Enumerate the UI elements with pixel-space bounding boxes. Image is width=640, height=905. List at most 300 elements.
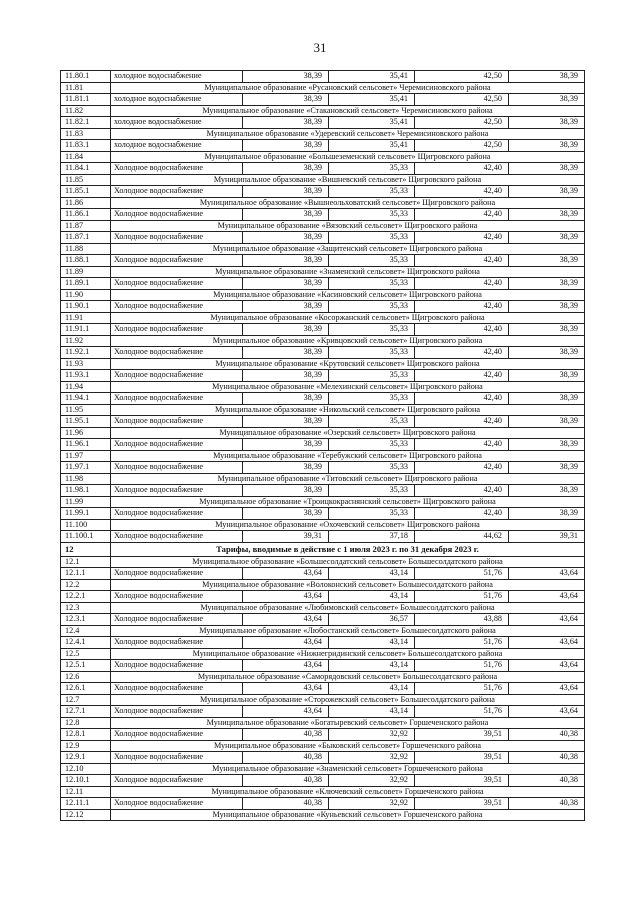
row-code: 11.99 bbox=[61, 496, 111, 508]
tariff-value: 42,40 bbox=[415, 462, 509, 474]
municipality-row bbox=[61, 243, 585, 255]
service-name: холодное водоснабжение bbox=[111, 71, 243, 83]
tariff-row bbox=[61, 163, 585, 175]
tariff-row bbox=[61, 485, 585, 497]
service-name: Холодное водоснабжение bbox=[111, 660, 243, 672]
tariff-value: 43,64 bbox=[509, 660, 585, 672]
row-code: 11.88 bbox=[61, 243, 111, 255]
tariff-value: 35,33 bbox=[329, 301, 415, 313]
row-code: 12.10 bbox=[61, 763, 111, 775]
row-code: 11.84.1 bbox=[61, 163, 111, 175]
service-name: Холодное водоснабжение bbox=[111, 209, 243, 221]
row-code: 11.89 bbox=[61, 266, 111, 278]
municipality-name: Муниципальное образование «Волоконский сельсовет» Большесолдатского района bbox=[111, 579, 585, 591]
service-name: Холодное водоснабжение bbox=[111, 462, 243, 474]
municipality-name: Муниципальное образование «Вышнеольховатский сельсовет» Щигровского района bbox=[111, 197, 585, 209]
tariff-value: 38,39 bbox=[509, 278, 585, 290]
tariff-value: 39,51 bbox=[415, 798, 509, 810]
municipality-row bbox=[61, 786, 585, 798]
tariff-row bbox=[61, 255, 585, 267]
row-code: 11.92.1 bbox=[61, 347, 111, 359]
municipality-row bbox=[61, 579, 585, 591]
tariff-value: 38,39 bbox=[243, 209, 329, 221]
tariff-value: 42,40 bbox=[415, 416, 509, 428]
municipality-name: Муниципальное образование «Касиновский сельсовет» Щигровского района bbox=[111, 289, 585, 301]
tariff-value: 43,14 bbox=[329, 706, 415, 718]
tariff-value: 38,39 bbox=[509, 186, 585, 198]
municipality-name: Муниципальное образование «Защитенский сельсовет» Щигровского района bbox=[111, 243, 585, 255]
tariff-value: 43,14 bbox=[329, 683, 415, 695]
tariff-row bbox=[61, 568, 585, 580]
tariff-value: 42,50 bbox=[415, 140, 509, 152]
tariff-row bbox=[61, 591, 585, 603]
service-name: Холодное водоснабжение bbox=[111, 186, 243, 198]
tariff-value: 40,38 bbox=[509, 798, 585, 810]
tariff-row bbox=[61, 775, 585, 787]
municipality-row bbox=[61, 427, 585, 439]
tariff-value: 42,50 bbox=[415, 71, 509, 83]
municipality-name: Муниципальное образование «Косоржанский сельсовет» Щигровского района bbox=[111, 312, 585, 324]
municipality-row bbox=[61, 763, 585, 775]
municipality-row bbox=[61, 740, 585, 752]
tariff-value: 35,33 bbox=[329, 393, 415, 405]
tariff-value: 39,51 bbox=[415, 729, 509, 741]
service-name: Холодное водоснабжение bbox=[111, 591, 243, 603]
tariff-value: 42,40 bbox=[415, 439, 509, 451]
municipality-row bbox=[61, 358, 585, 370]
tariff-value: 44,62 bbox=[415, 531, 509, 543]
row-code: 11.88.1 bbox=[61, 255, 111, 267]
row-code: 11.87 bbox=[61, 220, 111, 232]
row-code: 11.86 bbox=[61, 197, 111, 209]
tariff-value: 38,39 bbox=[243, 186, 329, 198]
service-name: Холодное водоснабжение bbox=[111, 706, 243, 718]
tariff-value: 36,57 bbox=[329, 614, 415, 626]
municipality-row bbox=[61, 174, 585, 186]
row-code: 12.7.1 bbox=[61, 706, 111, 718]
municipality-name: Муниципальное образование «Любимовский сельсовет» Большесолдатского района bbox=[111, 602, 585, 614]
service-name: Холодное водоснабжение bbox=[111, 637, 243, 649]
tariff-value: 51,76 bbox=[415, 683, 509, 695]
tariff-value: 38,39 bbox=[243, 393, 329, 405]
tariff-value: 43,64 bbox=[509, 683, 585, 695]
tariff-value: 35,33 bbox=[329, 439, 415, 451]
row-code: 11.100.1 bbox=[61, 531, 111, 543]
municipality-row bbox=[61, 197, 585, 209]
row-code: 12.8 bbox=[61, 717, 111, 729]
row-code: 11.91.1 bbox=[61, 324, 111, 336]
municipality-row bbox=[61, 556, 585, 568]
tariff-value: 38,39 bbox=[243, 485, 329, 497]
row-code: 12.7 bbox=[61, 694, 111, 706]
tariff-value: 39,31 bbox=[509, 531, 585, 543]
tariff-value: 35,33 bbox=[329, 508, 415, 520]
tariff-value: 35,41 bbox=[329, 94, 415, 106]
service-name: холодное водоснабжение bbox=[111, 140, 243, 152]
tariff-value: 38,39 bbox=[509, 94, 585, 106]
page-number: 31 bbox=[313, 40, 327, 55]
row-code: 11.85 bbox=[61, 174, 111, 186]
tariff-value: 38,39 bbox=[509, 232, 585, 244]
tariff-value: 43,64 bbox=[243, 706, 329, 718]
tariff-value: 40,38 bbox=[243, 775, 329, 787]
municipality-name: Муниципальное образование «Знаменский сельсовет» Горшеченского района bbox=[111, 763, 585, 775]
tariff-row bbox=[61, 439, 585, 451]
municipality-name: Муниципальное образование «Знаменский сельсовет» Щигровского района bbox=[111, 266, 585, 278]
tariff-value: 38,39 bbox=[509, 462, 585, 474]
row-code: 12.1 bbox=[61, 556, 111, 568]
service-name: Холодное водоснабжение bbox=[111, 614, 243, 626]
tariff-value: 35,33 bbox=[329, 324, 415, 336]
tariff-value: 35,33 bbox=[329, 186, 415, 198]
tariff-value: 43,64 bbox=[243, 591, 329, 603]
row-code: 12.6.1 bbox=[61, 683, 111, 695]
tariff-value: 38,39 bbox=[509, 255, 585, 267]
row-code: 12.4 bbox=[61, 625, 111, 637]
row-code: 11.93 bbox=[61, 358, 111, 370]
tariff-value: 37,18 bbox=[329, 531, 415, 543]
municipality-row bbox=[61, 312, 585, 324]
municipality-name: Муниципальное образование «Озерский сельсовет» Щигровского района bbox=[111, 427, 585, 439]
municipality-name: Муниципальное образование «Теребужский сельсовет» Щигровского района bbox=[111, 450, 585, 462]
service-name: холодное водоснабжение bbox=[111, 117, 243, 129]
tariff-value: 40,38 bbox=[509, 752, 585, 764]
row-code: 12.10.1 bbox=[61, 775, 111, 787]
tariff-value: 32,92 bbox=[329, 798, 415, 810]
row-code: 12.9.1 bbox=[61, 752, 111, 764]
municipality-name: Муниципальное образование «Вязовский сельсовет» Щигровского района bbox=[111, 220, 585, 232]
municipality-row bbox=[61, 266, 585, 278]
row-code: 12.3.1 bbox=[61, 614, 111, 626]
row-code: 12.11.1 bbox=[61, 798, 111, 810]
service-name: Холодное водоснабжение bbox=[111, 232, 243, 244]
municipality-row bbox=[61, 671, 585, 683]
row-code: 11.94.1 bbox=[61, 393, 111, 405]
tariff-value: 39,31 bbox=[243, 531, 329, 543]
tariff-value: 43,88 bbox=[415, 614, 509, 626]
municipality-name: Муниципальное образование «Вишневский сельсовет» Щигровского района bbox=[111, 174, 585, 186]
service-name: Холодное водоснабжение bbox=[111, 729, 243, 741]
tariff-value: 43,64 bbox=[243, 683, 329, 695]
municipality-row bbox=[61, 717, 585, 729]
row-code: 12.4.1 bbox=[61, 637, 111, 649]
row-code: 12.11 bbox=[61, 786, 111, 798]
tariff-row bbox=[61, 462, 585, 474]
row-code: 11.81 bbox=[61, 82, 111, 94]
tariff-row bbox=[61, 729, 585, 741]
row-code: 11.81.1 bbox=[61, 94, 111, 106]
municipality-row bbox=[61, 473, 585, 485]
tariff-value: 43,64 bbox=[509, 614, 585, 626]
tariff-value: 39,51 bbox=[415, 752, 509, 764]
row-code: 11.92 bbox=[61, 335, 111, 347]
tariff-value: 38,39 bbox=[509, 117, 585, 129]
service-name: Холодное водоснабжение bbox=[111, 439, 243, 451]
tariff-value: 38,39 bbox=[243, 416, 329, 428]
service-name: Холодное водоснабжение bbox=[111, 278, 243, 290]
tariff-value: 35,33 bbox=[329, 232, 415, 244]
service-name: холодное водоснабжение bbox=[111, 94, 243, 106]
tariff-row bbox=[61, 324, 585, 336]
tariff-row bbox=[61, 393, 585, 405]
tariff-value: 32,92 bbox=[329, 729, 415, 741]
tariff-value: 38,39 bbox=[509, 324, 585, 336]
tariff-value: 51,76 bbox=[415, 591, 509, 603]
municipality-name: Муниципальное образование «Русановский сельсовет» Черемисиновского района bbox=[111, 82, 585, 94]
tariff-value: 38,39 bbox=[243, 301, 329, 313]
tariff-row bbox=[61, 706, 585, 718]
service-name: Холодное водоснабжение bbox=[111, 775, 243, 787]
tariff-value: 51,76 bbox=[415, 637, 509, 649]
tariff-value: 42,40 bbox=[415, 255, 509, 267]
tariff-value: 42,40 bbox=[415, 163, 509, 175]
tariff-value: 35,41 bbox=[329, 140, 415, 152]
tariff-value: 35,33 bbox=[329, 462, 415, 474]
row-code: 12.6 bbox=[61, 671, 111, 683]
section-title: Тарифы, вводимые в действие с 1 июля 2023 г. по 31 декабря 2023 г. bbox=[111, 542, 585, 556]
tariff-value: 32,92 bbox=[329, 775, 415, 787]
service-name: Холодное водоснабжение bbox=[111, 508, 243, 520]
municipality-row bbox=[61, 496, 585, 508]
municipality-row bbox=[61, 625, 585, 637]
municipality-name: Муниципальное образование «Титовский сельсовет» Щигровского района bbox=[111, 473, 585, 485]
municipality-name: Муниципальное образование «Сторожевский сельсовет» Большесолдатского района bbox=[111, 694, 585, 706]
municipality-row bbox=[61, 404, 585, 416]
tariff-value: 43,64 bbox=[243, 568, 329, 580]
tariff-value: 38,39 bbox=[243, 71, 329, 83]
tariff-row bbox=[61, 186, 585, 198]
municipality-row bbox=[61, 809, 585, 821]
service-name: Холодное водоснабжение bbox=[111, 347, 243, 359]
tariff-value: 43,14 bbox=[329, 591, 415, 603]
tariff-row bbox=[61, 278, 585, 290]
municipality-name: Муниципальное образование «Куньевский сельсовет» Горшеченского района bbox=[111, 809, 585, 821]
tariff-value: 43,14 bbox=[329, 568, 415, 580]
tariff-value: 42,40 bbox=[415, 301, 509, 313]
municipality-name: Муниципальное образование «Ключевский сельсовет» Горшеченского района bbox=[111, 786, 585, 798]
tariff-value: 38,39 bbox=[243, 370, 329, 382]
row-code: 11.83.1 bbox=[61, 140, 111, 152]
tariff-row bbox=[61, 209, 585, 221]
row-code: 11.98.1 bbox=[61, 485, 111, 497]
municipality-name: Муниципальное образование «Троицкокраснянский сельсовет» Щигровского района bbox=[111, 496, 585, 508]
tariff-value: 39,51 bbox=[415, 775, 509, 787]
tariff-row bbox=[61, 508, 585, 520]
tariff-value: 43,64 bbox=[509, 568, 585, 580]
row-code: 11.82.1 bbox=[61, 117, 111, 129]
row-code: 12.8.1 bbox=[61, 729, 111, 741]
tariff-row bbox=[61, 531, 585, 543]
row-code: 12.5.1 bbox=[61, 660, 111, 672]
row-code: 12.5 bbox=[61, 648, 111, 660]
tariff-value: 32,92 bbox=[329, 752, 415, 764]
row-code: 11.87.1 bbox=[61, 232, 111, 244]
municipality-name: Муниципальное образование «Большесолдатский сельсовет» Большесолдатского района bbox=[111, 556, 585, 568]
tariff-value: 35,41 bbox=[329, 71, 415, 83]
tariff-value: 43,64 bbox=[243, 637, 329, 649]
municipality-row bbox=[61, 694, 585, 706]
service-name: Холодное водоснабжение bbox=[111, 255, 243, 267]
municipality-row bbox=[61, 450, 585, 462]
tariff-row bbox=[61, 71, 585, 83]
service-name: Холодное водоснабжение bbox=[111, 752, 243, 764]
tariff-value: 35,33 bbox=[329, 255, 415, 267]
tariff-value: 38,39 bbox=[243, 439, 329, 451]
tariff-value: 38,39 bbox=[243, 462, 329, 474]
tariff-row bbox=[61, 347, 585, 359]
row-code: 11.99.1 bbox=[61, 508, 111, 520]
municipality-name: Муниципальное образование «Любостанский сельсовет» Большесолдатского района bbox=[111, 625, 585, 637]
row-code: 11.83 bbox=[61, 128, 111, 140]
service-name: Холодное водоснабжение bbox=[111, 393, 243, 405]
service-name: Холодное водоснабжение bbox=[111, 485, 243, 497]
tariff-row bbox=[61, 94, 585, 106]
tariff-value: 38,39 bbox=[509, 439, 585, 451]
section-code: 12 bbox=[61, 542, 111, 556]
tariff-value: 38,39 bbox=[509, 393, 585, 405]
row-code: 11.97 bbox=[61, 450, 111, 462]
municipality-name: Муниципальное образование «Удеревский сельсовет» Черемисиновского района bbox=[111, 128, 585, 140]
tariff-value: 38,39 bbox=[509, 416, 585, 428]
row-code: 12.1.1 bbox=[61, 568, 111, 580]
tariff-value: 40,38 bbox=[243, 729, 329, 741]
row-code: 11.94 bbox=[61, 381, 111, 393]
tariff-value: 38,39 bbox=[509, 508, 585, 520]
municipality-row bbox=[61, 519, 585, 531]
tariff-value: 38,39 bbox=[243, 347, 329, 359]
row-code: 11.85.1 bbox=[61, 186, 111, 198]
tariff-value: 42,50 bbox=[415, 94, 509, 106]
tariff-value: 38,39 bbox=[243, 255, 329, 267]
tariff-row bbox=[61, 683, 585, 695]
tariff-row bbox=[61, 614, 585, 626]
service-name: Холодное водоснабжение bbox=[111, 301, 243, 313]
municipality-row bbox=[61, 128, 585, 140]
tariff-value: 38,39 bbox=[509, 140, 585, 152]
tariff-row bbox=[61, 232, 585, 244]
row-code: 11.96 bbox=[61, 427, 111, 439]
tariff-value: 51,76 bbox=[415, 706, 509, 718]
municipality-row bbox=[61, 289, 585, 301]
row-code: 11.98 bbox=[61, 473, 111, 485]
row-code: 11.90 bbox=[61, 289, 111, 301]
municipality-row bbox=[61, 648, 585, 660]
tariff-value: 38,39 bbox=[243, 117, 329, 129]
tariff-value: 38,39 bbox=[243, 508, 329, 520]
tariff-value: 35,33 bbox=[329, 209, 415, 221]
tariff-value: 35,33 bbox=[329, 370, 415, 382]
municipality-name: Муниципальное образование «Охочевский сельсовет» Щигровского района bbox=[111, 519, 585, 531]
tariff-value: 42,40 bbox=[415, 324, 509, 336]
row-code: 11.95 bbox=[61, 404, 111, 416]
tariff-row bbox=[61, 637, 585, 649]
tariff-row bbox=[61, 117, 585, 129]
tariff-table-body bbox=[61, 71, 585, 821]
tariff-table bbox=[60, 70, 585, 821]
tariff-row bbox=[61, 140, 585, 152]
row-code: 12.9 bbox=[61, 740, 111, 752]
tariff-value: 38,39 bbox=[243, 324, 329, 336]
tariff-value: 51,76 bbox=[415, 660, 509, 672]
tariff-value: 40,38 bbox=[243, 798, 329, 810]
tariff-value: 38,39 bbox=[509, 301, 585, 313]
tariff-value: 43,14 bbox=[329, 660, 415, 672]
tariff-value: 42,40 bbox=[415, 393, 509, 405]
row-code: 11.80.1 bbox=[61, 71, 111, 83]
municipality-row bbox=[61, 82, 585, 94]
tariff-value: 42,40 bbox=[415, 209, 509, 221]
service-name: Холодное водоснабжение bbox=[111, 370, 243, 382]
municipality-row bbox=[61, 105, 585, 117]
tariff-value: 35,33 bbox=[329, 163, 415, 175]
tariff-value: 43,64 bbox=[509, 637, 585, 649]
tariff-value: 42,40 bbox=[415, 485, 509, 497]
row-code: 11.90.1 bbox=[61, 301, 111, 313]
tariff-value: 35,33 bbox=[329, 485, 415, 497]
service-name: Холодное водоснабжение bbox=[111, 798, 243, 810]
tariff-value: 38,39 bbox=[509, 370, 585, 382]
tariff-value: 42,40 bbox=[415, 370, 509, 382]
tariff-value: 35,33 bbox=[329, 416, 415, 428]
row-code: 11.82 bbox=[61, 105, 111, 117]
row-code: 12.3 bbox=[61, 602, 111, 614]
tariff-row bbox=[61, 798, 585, 810]
municipality-name: Муниципальное образование «Мелехинский сельсовет» Щигровского района bbox=[111, 381, 585, 393]
tariff-row bbox=[61, 752, 585, 764]
municipality-name: Муниципальное образование «Стакановский сельсовет» Черемисиновского района bbox=[111, 105, 585, 117]
section-header-row bbox=[61, 542, 585, 556]
tariff-value: 38,39 bbox=[509, 209, 585, 221]
tariff-row bbox=[61, 370, 585, 382]
row-code: 11.97.1 bbox=[61, 462, 111, 474]
tariff-value: 43,64 bbox=[243, 614, 329, 626]
row-code: 11.96.1 bbox=[61, 439, 111, 451]
tariff-value: 38,39 bbox=[243, 278, 329, 290]
tariff-value: 35,33 bbox=[329, 278, 415, 290]
municipality-name: Муниципальное образование «Большеземенский сельсовет» Щигровского района bbox=[111, 151, 585, 163]
municipality-name: Муниципальное образование «Богатыревский сельсовет» Горшеченского района bbox=[111, 717, 585, 729]
row-code: 12.2.1 bbox=[61, 591, 111, 603]
tariff-value: 40,38 bbox=[509, 729, 585, 741]
tariff-value: 42,40 bbox=[415, 232, 509, 244]
tariff-value: 43,14 bbox=[329, 637, 415, 649]
tariff-value: 38,39 bbox=[243, 140, 329, 152]
municipality-row bbox=[61, 335, 585, 347]
tariff-value: 38,39 bbox=[243, 163, 329, 175]
tariff-value: 40,38 bbox=[243, 752, 329, 764]
service-name: Холодное водоснабжение bbox=[111, 683, 243, 695]
municipality-row bbox=[61, 151, 585, 163]
municipality-row bbox=[61, 602, 585, 614]
service-name: Холодное водоснабжение bbox=[111, 163, 243, 175]
tariff-value: 51,76 bbox=[415, 568, 509, 580]
municipality-name: Муниципальное образование «Никольский сельсовет» Щигровского района bbox=[111, 404, 585, 416]
row-code: 11.86.1 bbox=[61, 209, 111, 221]
municipality-name: Муниципальное образование «Кривцовский сельсовет» Щигровского района bbox=[111, 335, 585, 347]
tariff-value: 43,64 bbox=[243, 660, 329, 672]
row-code: 11.95.1 bbox=[61, 416, 111, 428]
tariff-value: 42,50 bbox=[415, 117, 509, 129]
row-code: 11.100 bbox=[61, 519, 111, 531]
tariff-value: 38,39 bbox=[509, 163, 585, 175]
tariff-value: 42,40 bbox=[415, 278, 509, 290]
service-name: Холодное водоснабжение bbox=[111, 531, 243, 543]
tariff-value: 38,39 bbox=[509, 347, 585, 359]
municipality-name: Муниципальное образование «Саморядовский сельсовет» Большесолдатского района bbox=[111, 671, 585, 683]
service-name: Холодное водоснабжение bbox=[111, 324, 243, 336]
tariff-value: 42,40 bbox=[415, 186, 509, 198]
tariff-row bbox=[61, 301, 585, 313]
